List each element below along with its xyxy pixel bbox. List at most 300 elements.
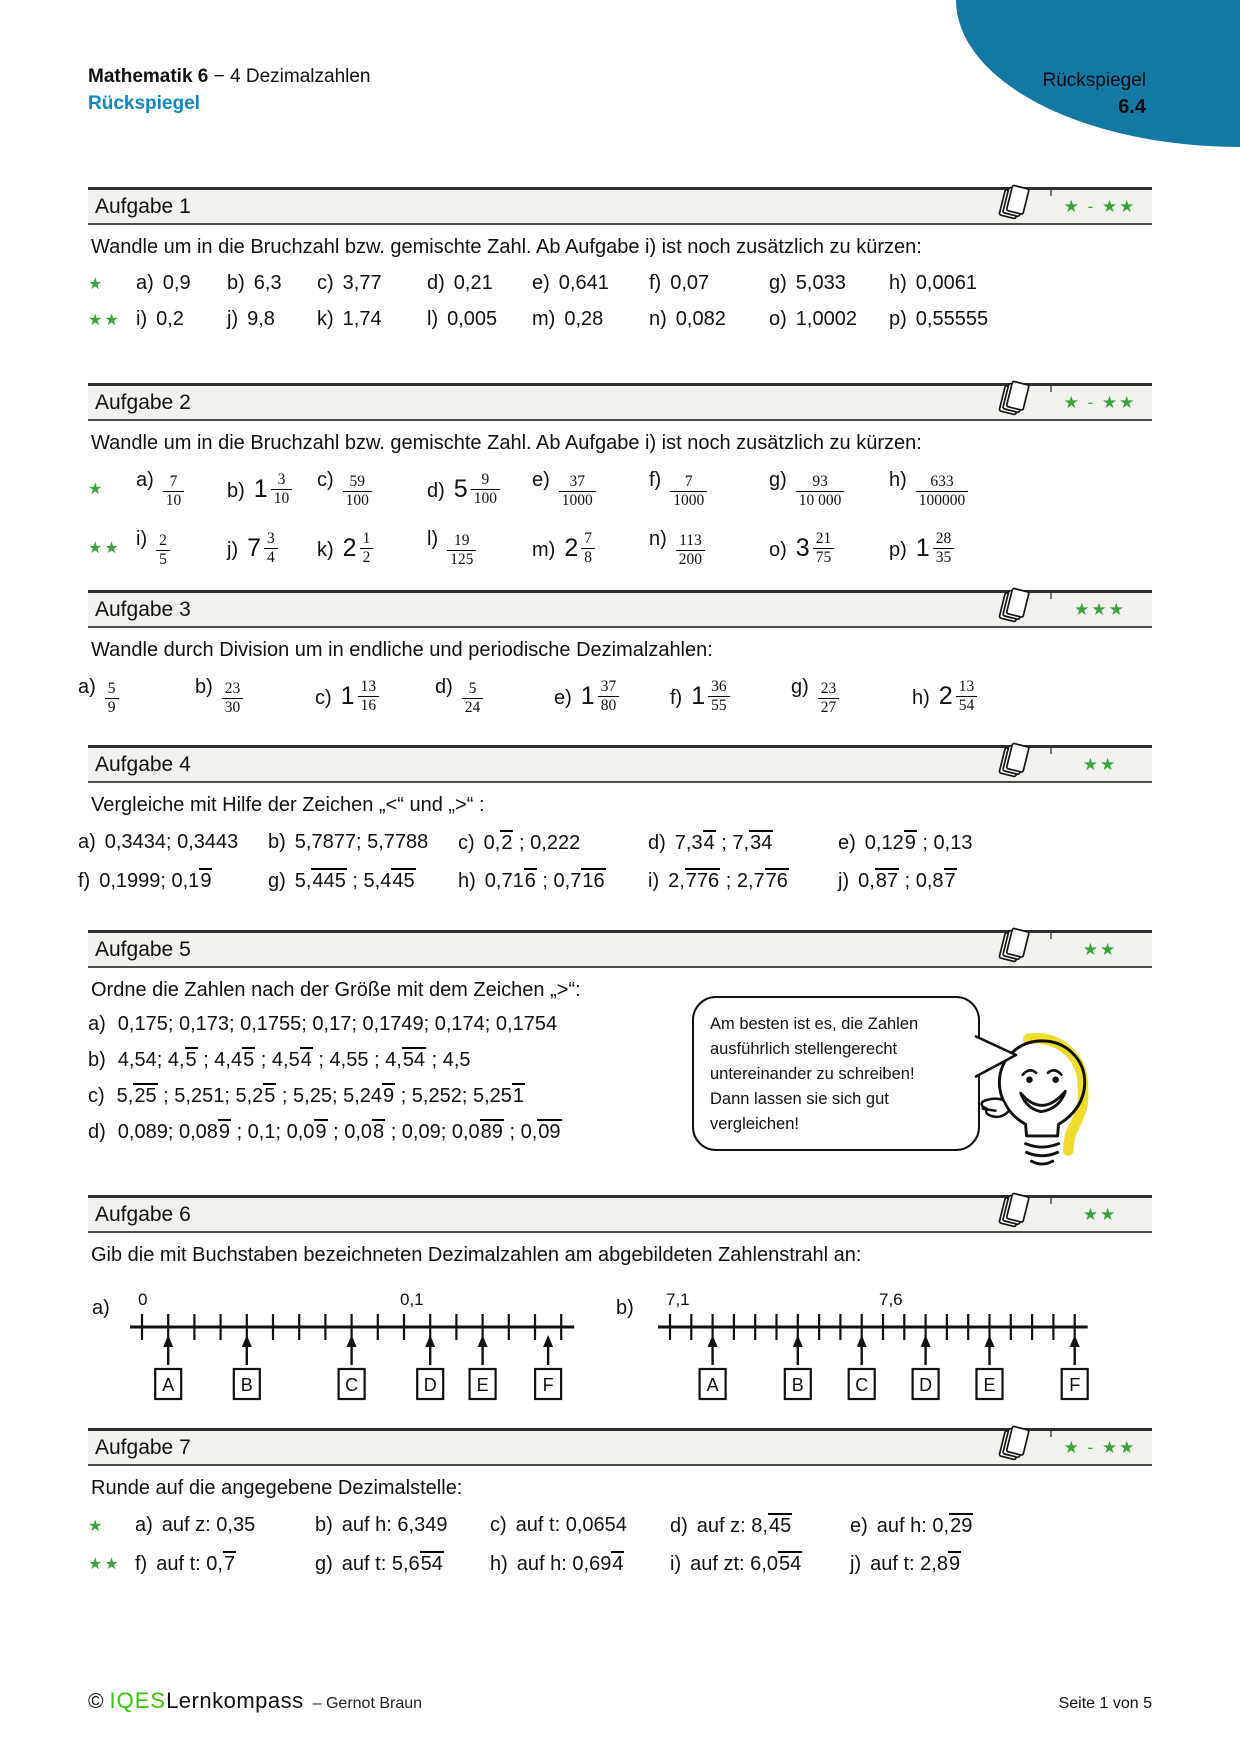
periodic-overline: 9: [218, 1121, 231, 1143]
svg-text:A: A: [706, 1375, 719, 1395]
svg-text:7,6: 7,6: [879, 1290, 903, 1309]
item-value: [580, 678, 619, 714]
svg-text:F: F: [542, 1375, 554, 1395]
fraction: 23 27: [818, 680, 840, 716]
periodic-overline: 7: [223, 1553, 236, 1575]
item-value: [691, 678, 729, 714]
speech-bubble-tail: [974, 1032, 1020, 1080]
task-item: [850, 1513, 1152, 1538]
difficulty-stars: ★★: [1082, 754, 1118, 774]
item-value: 2,776 ; 2,776: [668, 870, 788, 892]
row-difficulty-stars: ★: [88, 481, 105, 498]
task-header-right: [998, 190, 1146, 223]
fraction: 113 200: [676, 532, 705, 568]
item-value: auf t: 0,7: [156, 1553, 236, 1575]
item-value: [938, 678, 977, 714]
svg-text:C: C: [855, 1375, 869, 1395]
item-label: g): [769, 469, 787, 492]
item-label: j): [227, 308, 239, 330]
item-label: a): [135, 1514, 153, 1536]
item-label: l): [427, 308, 439, 330]
exercise-book-icon: [998, 1191, 1038, 1233]
task-item: [791, 676, 912, 716]
task-row: c) 5,25 ; 5,251; 5,25 ; 5,25; 5,249 ; 5,252; 5,251: [88, 1085, 525, 1107]
task-header-right: [998, 748, 1146, 781]
item-value: 0,07: [670, 272, 710, 294]
item-label: h): [889, 469, 907, 492]
item-value: 6,3: [253, 272, 282, 294]
fraction: 1 3 10: [254, 471, 292, 507]
hint-line: Am besten ist es, die Zahlen: [710, 1015, 919, 1033]
course-name: Mathematik 6: [88, 66, 209, 87]
task-instruction: Ordne die Zahlen nach der Größe mit dem Zeichen „>“:: [91, 979, 581, 1001]
fraction: 2 5: [156, 532, 170, 568]
task-row: [88, 1551, 1152, 1576]
task-item: [458, 830, 648, 855]
item-label: a): [78, 676, 96, 699]
item-value: 0,9: [162, 272, 191, 294]
svg-text:D: D: [423, 1375, 437, 1395]
task-row: [88, 308, 1152, 331]
item-label: n): [649, 528, 667, 551]
task-title: Aufgabe 5: [95, 937, 191, 961]
task-item: [136, 469, 227, 509]
item-label: p): [889, 538, 907, 561]
task-body: [78, 830, 1152, 893]
periodic-overline: 4: [703, 832, 715, 854]
periodic-overline: 5: [264, 1085, 276, 1107]
difficulty-stars: ★ - ★★: [1063, 196, 1137, 216]
task-item: [850, 1551, 1152, 1576]
task-item: [78, 868, 268, 893]
exercise-book-icon: [998, 926, 1038, 968]
periodic-overline: 09: [538, 1121, 561, 1143]
hint-line: untereinander zu schreiben!: [710, 1065, 915, 1084]
task-title: Aufgabe 2: [95, 390, 191, 414]
task-item: [136, 528, 227, 568]
author-name: – Gernot Braun: [312, 1695, 423, 1712]
exercise-book-icon: [998, 1424, 1038, 1466]
fraction: 7 10: [163, 473, 185, 509]
periodic-overline: 8: [373, 1121, 385, 1143]
exercise-book-icon: [998, 379, 1038, 421]
fraction: 2 1 2: [343, 530, 374, 566]
item-label: c): [88, 1085, 105, 1107]
svg-text:D: D: [919, 1375, 933, 1395]
difficulty-stars: ★ - ★★: [1063, 392, 1137, 412]
corner-title: Rückspiegel: [1042, 70, 1146, 91]
brand-lernkompass: Lernkompass: [166, 1688, 304, 1713]
task-header-right: [998, 933, 1146, 966]
item-label: c): [458, 832, 475, 854]
task-item: [315, 1514, 490, 1537]
item-value: 0,21: [453, 272, 493, 294]
task-body: [88, 1513, 1152, 1576]
task-item: [427, 471, 532, 507]
item-label: a): [136, 469, 154, 492]
task-title: Aufgabe 4: [95, 752, 191, 776]
task-header-bar: [88, 1428, 1152, 1466]
item-label: j): [850, 1553, 862, 1575]
svg-text:B: B: [240, 1375, 253, 1395]
task-item: [227, 530, 317, 566]
item-label: a): [136, 272, 154, 294]
task-item: [195, 676, 315, 716]
item-value: [915, 530, 954, 566]
item-label: i): [136, 308, 148, 330]
item-value: 3,77: [342, 272, 382, 294]
task-item: [769, 469, 889, 509]
item-value: [447, 528, 476, 568]
exercise-book-icon: [998, 741, 1038, 783]
page-subtitle: Rückspiegel: [88, 92, 200, 114]
task-item: [889, 272, 1152, 295]
row-difficulty-stars: ★★: [88, 1555, 121, 1573]
task-body: [78, 671, 1152, 721]
periodic-overline: 34: [750, 832, 773, 854]
fraction: 5 24: [462, 680, 484, 716]
item-label: m): [532, 308, 556, 330]
periodic-overline: 9: [383, 1085, 395, 1107]
item-label: m): [532, 538, 556, 561]
item-label: l): [427, 528, 439, 551]
task-item: [649, 308, 769, 331]
item-label: a): [88, 1013, 106, 1035]
fraction: 3 21 75: [796, 530, 834, 566]
task-title: Aufgabe 3: [95, 597, 191, 621]
item-label: d): [670, 1515, 688, 1537]
item-label: f): [135, 1553, 148, 1575]
task-item: [317, 530, 427, 566]
corner-number: 6.4: [1118, 95, 1146, 118]
exercise-book-icon: [998, 586, 1038, 628]
task-instruction: Vergleiche mit Hilfe der Zeichen „<“ und „>“ :: [91, 794, 485, 816]
item-value: 0,641: [558, 272, 609, 294]
task-item: [889, 530, 1152, 566]
item-value: 0,28: [564, 308, 604, 330]
item-value: [222, 676, 244, 716]
item-label: k): [317, 308, 334, 330]
task-section-1: [88, 187, 1152, 331]
item-label: j): [838, 870, 850, 892]
task-header-right: [998, 593, 1146, 626]
task-body: [88, 272, 1152, 331]
fraction: 37 1000: [559, 473, 596, 509]
task-item: [649, 272, 769, 295]
item-value: [105, 676, 119, 716]
task-item: [532, 308, 649, 331]
numberline-a: [118, 1289, 578, 1412]
task-item: [554, 678, 670, 714]
task-item: [268, 868, 458, 893]
item-label: d): [427, 272, 445, 294]
task-item: [889, 308, 1152, 331]
periodic-overline: 9: [948, 1553, 961, 1575]
periodic-overline: 54: [778, 1553, 802, 1575]
fraction: 1 36 55: [691, 678, 729, 714]
page-number: Seite 1 von 5: [1058, 1695, 1152, 1712]
item-label: b): [227, 479, 245, 502]
difficulty-stars: ★★★: [1074, 599, 1126, 619]
task-item: [648, 868, 838, 893]
fraction: 2 7 8: [564, 530, 595, 566]
item-label: c): [317, 272, 334, 294]
item-value: auf h: 6,349: [341, 1514, 448, 1536]
svg-text:0,1: 0,1: [400, 1290, 424, 1309]
svg-text:E: E: [983, 1375, 996, 1395]
periodic-overline: 776: [685, 870, 720, 892]
periodic-overline: 4: [300, 1049, 312, 1071]
task-header-bar: [88, 745, 1152, 783]
periodic-overline: 29: [950, 1515, 973, 1537]
row-difficulty-stars: ★: [88, 1517, 105, 1535]
periodic-overline: 9: [200, 870, 212, 892]
numberlines-row: [88, 1275, 1152, 1425]
row-difficulty-stars: ★★: [88, 311, 121, 329]
periodic-overline: 25: [134, 1085, 157, 1107]
task-instruction: Wandle um in die Bruchzahl bzw. gemischte Zahl. Ab Aufgabe i) ist noch zusätzlich zu kürzen:: [91, 236, 922, 258]
item-label: d): [648, 832, 666, 854]
task-row: a) 0,175; 0,173; 0,1755; 0,17; 0,1749; 0,174; 0,1754: [88, 1013, 558, 1035]
hint-line: vergleichen!: [710, 1115, 799, 1134]
fraction: 23 30: [222, 680, 244, 716]
item-value: [163, 469, 185, 509]
item-value: 1,0002: [795, 308, 857, 330]
task-section-2: [88, 383, 1152, 573]
item-value: [462, 676, 484, 716]
periodic-overline: 89: [480, 1121, 503, 1143]
item-value: 0,55555: [915, 308, 989, 330]
periodic-overline: 4: [612, 1553, 624, 1575]
task-header-bar: [88, 187, 1152, 225]
item-label: g): [268, 870, 286, 892]
difficulty-stars: ★★: [1082, 939, 1118, 959]
task-instruction: Gib die mit Buchstaben bezeichneten Dezimalzahlen am abgebildeten Zahlenstrahl an:: [91, 1244, 862, 1266]
copyright-icon: ©: [88, 1690, 104, 1713]
item-value: auf z: 0,35: [161, 1514, 256, 1536]
item-value: [564, 530, 595, 566]
task-instruction: Runde auf die angegebene Dezimalstelle:: [91, 1477, 463, 1499]
task-row: [78, 671, 1152, 721]
svg-text:A: A: [162, 1375, 175, 1395]
item-label: d): [435, 676, 453, 699]
periodic-overline: 76: [765, 870, 788, 892]
item-value: auf t: 5,654: [341, 1553, 443, 1575]
numberline-svg: [646, 1289, 1091, 1407]
task-header-right: [998, 386, 1146, 419]
task-item: [769, 530, 889, 566]
item-label: o): [769, 308, 787, 330]
hint-line: Dann lassen sie sich gut: [710, 1090, 889, 1109]
task-item: [670, 1551, 850, 1576]
item-value: 0,0061: [915, 272, 977, 294]
item-value: auf z: 8,45: [696, 1515, 792, 1537]
page-footer: [88, 1688, 1152, 1714]
item-label: b): [195, 676, 213, 699]
task-item: [317, 469, 427, 509]
periodic-overline: 7: [944, 870, 956, 892]
task-item: [769, 272, 889, 295]
task-body: [88, 464, 1152, 573]
difficulty-stars: ★ - ★★: [1063, 1437, 1137, 1457]
item-label: i): [670, 1553, 682, 1575]
item-value: [156, 528, 170, 568]
task-item: [427, 528, 532, 568]
item-label: b): [227, 272, 245, 294]
item-label: f): [649, 469, 662, 492]
item-value: [453, 471, 500, 507]
task-header-right: [998, 1431, 1146, 1464]
periodic-overline: 9: [315, 1121, 327, 1143]
item-value: [559, 469, 596, 509]
item-value: [676, 528, 705, 568]
task-item: [315, 1551, 490, 1576]
task-row: d) 0,089; 0,089 ; 0,1; 0,09 ; 0,08 ; 0,09; 0,089 ; 0,09: [88, 1121, 561, 1143]
hint-bubble: [692, 996, 980, 1151]
item-value: auf h: 0,29: [876, 1515, 973, 1537]
item-label: c): [490, 1514, 507, 1536]
task-header-bar: [88, 930, 1152, 968]
fraction: 93 10 000: [796, 473, 845, 509]
task-instruction: Wandle durch Division um in endliche und periodische Dezimalzahlen:: [91, 639, 713, 661]
periodic-overline: 5: [185, 1049, 197, 1071]
item-value: 0,716 ; 0,716: [484, 870, 605, 892]
item-value: 5,033: [795, 272, 846, 294]
task-item: [315, 678, 435, 714]
item-value: [795, 530, 834, 566]
numberline-label: a): [92, 1297, 110, 1319]
item-label: e): [838, 832, 856, 854]
task-section-3: [78, 590, 1152, 721]
task-item: [317, 272, 427, 295]
fraction: 59 100: [343, 473, 372, 509]
task-item: [435, 676, 554, 716]
item-value: 1,74: [342, 308, 382, 330]
task-item: [135, 1551, 315, 1576]
periodic-overline: 6: [524, 870, 536, 892]
task-item: [268, 831, 458, 854]
task-title: Aufgabe 6: [95, 1202, 191, 1226]
task-item: [648, 830, 838, 855]
difficulty-stars: ★★: [1082, 1204, 1118, 1224]
task-item: [490, 1551, 670, 1576]
periodic-overline: 445: [312, 870, 346, 892]
task-item: [78, 831, 268, 854]
task-section-4: [78, 745, 1152, 893]
item-label: n): [649, 308, 667, 330]
task-item: [227, 272, 317, 295]
task-row: [88, 523, 1152, 573]
task-item: [889, 469, 1152, 509]
item-value: 9,8: [247, 308, 275, 330]
task-item: [427, 272, 532, 295]
item-label: a): [78, 831, 96, 853]
svg-text:0: 0: [138, 1290, 148, 1309]
task-item: [532, 469, 649, 509]
svg-text:B: B: [791, 1375, 804, 1395]
task-item: [78, 676, 195, 716]
item-value: 0,1999; 0,19: [99, 870, 212, 892]
item-value: 0,129 ; 0,13: [864, 832, 973, 854]
fraction: 1 28 35: [916, 530, 954, 566]
item-value: [340, 678, 379, 714]
task-row: [88, 464, 1152, 514]
item-label: k): [317, 538, 334, 561]
svg-text:7,1: 7,1: [666, 1290, 690, 1309]
item-value: [343, 469, 372, 509]
task-item: [649, 528, 769, 568]
item-value: 5,445 ; 5,445: [294, 870, 415, 892]
task-header-bar: [88, 590, 1152, 628]
item-label: i): [648, 870, 660, 892]
item-value: auf h: 0,694: [516, 1553, 624, 1575]
task-item: [317, 308, 427, 331]
item-label: h): [889, 272, 907, 294]
fraction: 5 9 100: [454, 471, 500, 507]
item-label: f): [78, 870, 91, 892]
periodic-overline: 9: [904, 832, 916, 854]
task-item: [769, 308, 889, 331]
item-label: g): [791, 676, 809, 699]
task-section-6: [88, 1195, 1152, 1425]
item-label: c): [317, 469, 334, 492]
item-label: g): [769, 272, 787, 294]
task-item: [136, 308, 227, 331]
fraction: 7 3 4: [247, 530, 278, 566]
task-row: [78, 868, 1152, 893]
item-value: auf t: 0,0654: [515, 1514, 627, 1536]
item-label: f): [670, 686, 683, 709]
task-item: [838, 868, 1152, 893]
task-item: [649, 469, 769, 509]
item-label: i): [136, 528, 148, 551]
fraction: 633 100000: [916, 473, 969, 509]
task-item: [670, 1513, 850, 1538]
item-label: b): [315, 1514, 333, 1536]
corner-text: [1043, 68, 1147, 121]
item-value: [818, 676, 840, 716]
item-value: 0,005: [447, 308, 498, 330]
task-item: [490, 1514, 670, 1537]
course-title: [88, 64, 371, 91]
item-label: j): [227, 538, 239, 561]
fraction: 5 9: [105, 680, 119, 716]
item-value: 5,7877; 5,7788: [294, 831, 429, 853]
task-item: [135, 1514, 315, 1537]
item-label: h): [458, 870, 476, 892]
fraction: 1 13 16: [341, 678, 379, 714]
numberline-svg: [118, 1289, 578, 1407]
fraction: 1 37 80: [581, 678, 619, 714]
task-row: [88, 1513, 1152, 1538]
periodic-overline: 2: [501, 832, 513, 854]
item-label: p): [889, 308, 907, 330]
task-item: [912, 678, 1152, 714]
periodic-overline: 54: [402, 1049, 426, 1071]
item-label: e): [532, 469, 550, 492]
item-label: g): [315, 1553, 333, 1575]
chapter-name: − 4 Dezimalzahlen: [208, 66, 371, 87]
brand-iqes: IQES: [109, 1688, 167, 1713]
exercise-book-icon: [998, 183, 1038, 225]
item-label: o): [769, 538, 787, 561]
numberline-b: [646, 1289, 1091, 1412]
item-value: 0,87 ; 0,87: [858, 870, 956, 892]
periodic-overline: 87: [875, 870, 899, 892]
item-value: 0,082: [675, 308, 726, 330]
periodic-overline: 1: [512, 1085, 525, 1107]
item-label: e): [532, 272, 550, 294]
